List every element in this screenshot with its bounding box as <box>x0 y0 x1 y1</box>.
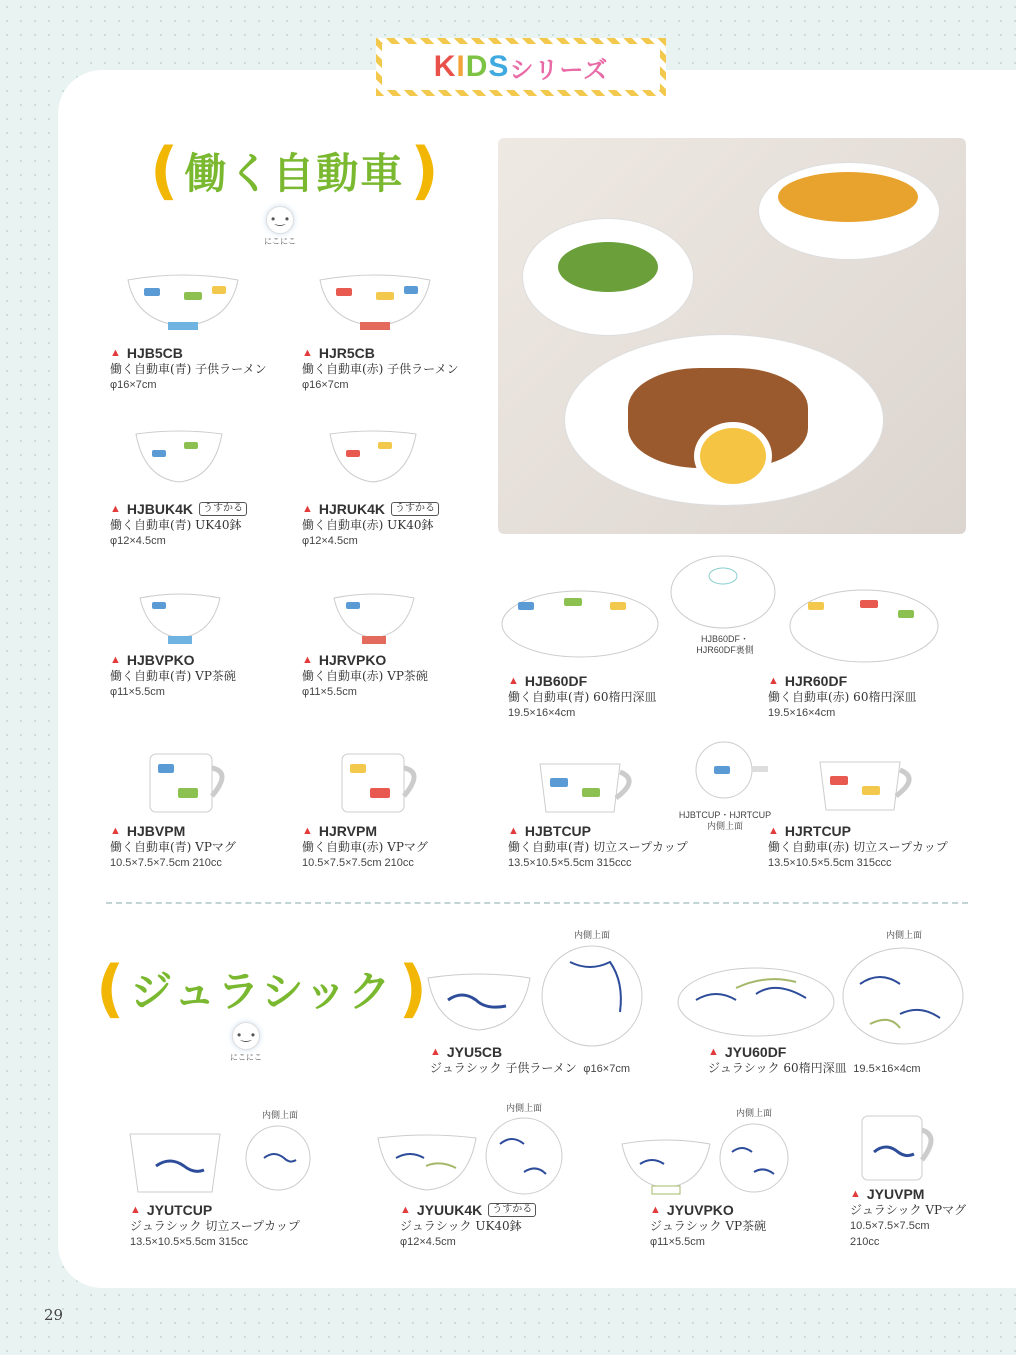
triangle-icon: ▲ <box>302 347 313 359</box>
photo-soup <box>778 172 918 222</box>
product-hjruk4k <box>302 501 439 549</box>
smile-label: にこにこ <box>230 1053 262 1062</box>
product-name: 働く自動車(青) UK40鉢 <box>110 518 242 532</box>
smile-icon <box>226 1022 266 1063</box>
product-dim: φ11×5.5cm <box>110 686 165 698</box>
small-bowl-blue-image <box>134 428 224 484</box>
product-name: ジュラシック 子供ラーメン <box>430 1061 577 1075</box>
product-name: 働く自動車(青) VPマグ <box>110 840 236 854</box>
product-dim: φ12×4.5cm <box>302 535 358 547</box>
product-jyu60df <box>708 1044 921 1077</box>
rice-bowl-blue-image <box>138 590 222 646</box>
oval-dish-red-image <box>786 586 942 666</box>
product-dim: 19.5×16×4cm <box>508 707 576 719</box>
product-jyu5cb <box>430 1044 630 1077</box>
inside-note: 内側上面 <box>735 1108 772 1118</box>
product-dim: 13.5×10.5×5.5cm 315ccc <box>508 857 632 869</box>
bracket-close: ) <box>410 134 439 207</box>
dino-bowl-image <box>424 970 534 1034</box>
mug-blue-image <box>146 750 236 816</box>
triangle-icon: ▲ <box>110 347 121 359</box>
product-name: 働く自動車(赤) VP茶碗 <box>302 669 428 683</box>
product-hjbvpm <box>110 823 236 871</box>
product-hjb60df <box>508 673 656 721</box>
product-hjbvpko <box>110 652 236 700</box>
product-name: ジュラシック VP茶碗 <box>650 1219 767 1233</box>
section-title-jurassic <box>96 952 428 1025</box>
triangle-icon: ▲ <box>302 503 313 515</box>
product-dim: φ11×5.5cm <box>302 686 357 698</box>
usukaru-badge: うすかる <box>199 502 247 516</box>
triangle-icon: ▲ <box>650 1204 661 1216</box>
product-dim: φ12×4.5cm <box>110 535 166 547</box>
soup-cup-blue-image <box>536 758 644 818</box>
product-name: 働く自動車(青) 60楕円深皿 <box>508 690 657 704</box>
bowl-red-image <box>316 270 434 334</box>
bracket-close: ) <box>398 952 428 1025</box>
oval-dish-back-image <box>668 552 778 632</box>
section1-title: 働く自動車 <box>184 150 405 197</box>
product-name: 働く自動車(赤) 60楕円深皿 <box>768 690 917 704</box>
triangle-icon: ▲ <box>302 825 313 837</box>
photo-egg <box>694 422 772 490</box>
product-dim: 10.5×7.5×7.5cm <box>850 1220 930 1232</box>
smile-face: •‿• <box>266 206 294 234</box>
product-hjrtcup <box>768 823 948 871</box>
triangle-icon: ▲ <box>508 825 519 837</box>
product-dim: φ12×4.5cm <box>400 1236 456 1248</box>
oval-dish-blue-image <box>500 588 660 660</box>
product-code: HJR60DF <box>784 673 848 689</box>
product-name: 働く自動車(青) 切立スープカップ <box>508 840 688 854</box>
product-name: 働く自動車(赤) VPマグ <box>302 840 428 854</box>
food-photo <box>498 138 966 534</box>
smile-icon <box>260 206 300 247</box>
product-jyutcup <box>130 1202 300 1250</box>
product-code: HJR5CB <box>318 345 375 361</box>
triangle-icon: ▲ <box>768 825 779 837</box>
triangle-icon: ▲ <box>110 654 121 666</box>
triangle-icon: ▲ <box>768 675 779 687</box>
inside-note: 内側上面 <box>573 930 610 940</box>
product-dim: 19.5×16×4cm <box>768 707 836 719</box>
product-name: ジュラシック 60楕円深皿 <box>708 1061 847 1075</box>
product-name: ジュラシック 切立スープカップ <box>130 1219 300 1233</box>
product-hjr60df <box>768 673 916 721</box>
product-name: 働く自動車(青) VP茶碗 <box>110 669 236 683</box>
product-code: JYUUK4K <box>416 1202 483 1218</box>
product-code: JYU5CB <box>446 1044 503 1060</box>
product-hjrvpko <box>302 652 428 700</box>
product-name: 働く自動車(赤) UK40鉢 <box>302 518 434 532</box>
product-dim: 10.5×7.5×7.5cm 210cc <box>110 857 222 869</box>
banner-letter-s: S <box>488 50 510 83</box>
product-code: HJRVPKO <box>318 652 387 668</box>
dino-oval-dish-image <box>676 964 836 1040</box>
triangle-icon: ▲ <box>430 1046 441 1058</box>
triangle-icon: ▲ <box>708 1046 719 1058</box>
banner-letter-d: D <box>465 50 489 83</box>
product-hjbtcup <box>508 823 688 871</box>
product-dim: φ16×7cm <box>583 1063 630 1075</box>
product-name: 働く自動車(赤) 切立スープカップ <box>768 840 948 854</box>
triangle-icon: ▲ <box>130 1204 141 1216</box>
product-code: JYUVPM <box>866 1186 925 1202</box>
mug-red-image <box>338 750 428 816</box>
triangle-icon: ▲ <box>110 825 121 837</box>
note-line: 内側上面 <box>706 821 743 831</box>
dino-small-bowl-top-image <box>484 1116 564 1196</box>
bowl-blue-image <box>124 270 242 334</box>
note-line: HJB60DF・ <box>700 634 749 644</box>
product-code: JYUVPKO <box>666 1202 734 1218</box>
inside-note: 内側上面 <box>261 1110 298 1120</box>
usukaru-badge: うすかる <box>488 1203 536 1217</box>
product-dim: 10.5×7.5×7.5cm 210cc <box>302 857 414 869</box>
dino-rice-bowl-top-image <box>718 1122 790 1194</box>
dino-soup-cup-image <box>126 1126 232 1198</box>
banner-text-series: シリーズ <box>509 56 609 84</box>
product-dim: φ16×7cm <box>110 379 157 391</box>
product-code: HJBVPKO <box>126 652 195 668</box>
banner-letter-k: K <box>433 50 457 83</box>
page-number: 29 <box>44 1306 64 1324</box>
rice-bowl-red-image <box>332 590 416 646</box>
small-bowl-red-image <box>328 428 418 484</box>
dino-mug-image <box>858 1112 944 1184</box>
triangle-icon: ▲ <box>850 1188 861 1200</box>
product-code: JYU60DF <box>724 1044 787 1060</box>
banner-letter-i: I <box>456 50 466 83</box>
product-code: HJBUK4K <box>126 501 194 517</box>
tcup-inside-note <box>670 810 780 832</box>
note-line: HJBTCUP・HJRTCUP <box>678 810 772 820</box>
smile-label: にこにこ <box>264 237 296 246</box>
product-hjr5cb <box>302 345 459 393</box>
product-code: HJRVPM <box>318 823 377 839</box>
triangle-icon: ▲ <box>302 654 313 666</box>
product-volume: 210cc <box>850 1236 880 1248</box>
section-divider <box>106 902 968 904</box>
product-code: HJRUK4K <box>318 501 386 517</box>
product-name: 働く自動車(青) 子供ラーメン <box>110 362 267 376</box>
bracket-open: ( <box>96 952 125 1025</box>
product-name: ジュラシック VPマグ <box>850 1203 967 1217</box>
section2-title: ジュラシック <box>130 968 393 1015</box>
smile-face: •‿• <box>232 1022 260 1050</box>
product-code: HJB5CB <box>126 345 183 361</box>
product-jyuvpm <box>850 1186 966 1250</box>
soup-cup-red-image <box>816 756 924 816</box>
inside-note: 内側上面 <box>505 1103 542 1113</box>
photo-salad <box>558 242 658 292</box>
product-code: HJB60DF <box>524 673 588 689</box>
section-title-work-cars <box>150 134 439 207</box>
bracket-open: ( <box>150 134 179 207</box>
dino-soup-top-image <box>244 1124 312 1192</box>
triangle-icon: ▲ <box>110 503 121 515</box>
dino-small-bowl-image <box>376 1132 478 1192</box>
product-jyuvpko <box>650 1202 766 1250</box>
product-hjrvpm <box>302 823 428 871</box>
product-dim: 13.5×10.5×5.5cm 315cc <box>130 1236 249 1248</box>
product-code: HJBVPM <box>126 823 186 839</box>
product-hjbuk4k <box>110 501 247 549</box>
product-dim: 13.5×10.5×5.5cm 315ccc <box>768 857 892 869</box>
product-dim: φ11×5.5cm <box>650 1236 705 1248</box>
product-hjb5cb <box>110 345 267 393</box>
product-jyuuk4k <box>400 1202 536 1250</box>
df-back-note <box>680 634 770 656</box>
product-code: JYUTCUP <box>146 1202 213 1218</box>
product-dim: φ16×7cm <box>302 379 349 391</box>
product-name: 働く自動車(赤) 子供ラーメン <box>302 362 459 376</box>
usukaru-badge: うすかる <box>391 502 439 516</box>
dino-bowl-top-image <box>540 944 644 1048</box>
inside-note: 内側上面 <box>885 930 922 940</box>
product-dim: 19.5×16×4cm <box>853 1063 921 1075</box>
dino-oval-top-image <box>840 944 966 1048</box>
series-banner <box>376 38 666 96</box>
triangle-icon: ▲ <box>508 675 519 687</box>
soup-cup-top-image <box>688 740 772 800</box>
product-code: HJRTCUP <box>784 823 852 839</box>
note-line: HJR60DF裏側 <box>696 645 754 655</box>
product-code: HJBTCUP <box>524 823 592 839</box>
triangle-icon: ▲ <box>400 1204 411 1216</box>
product-name: ジュラシック UK40鉢 <box>400 1219 522 1233</box>
dino-rice-bowl-image <box>620 1136 712 1196</box>
